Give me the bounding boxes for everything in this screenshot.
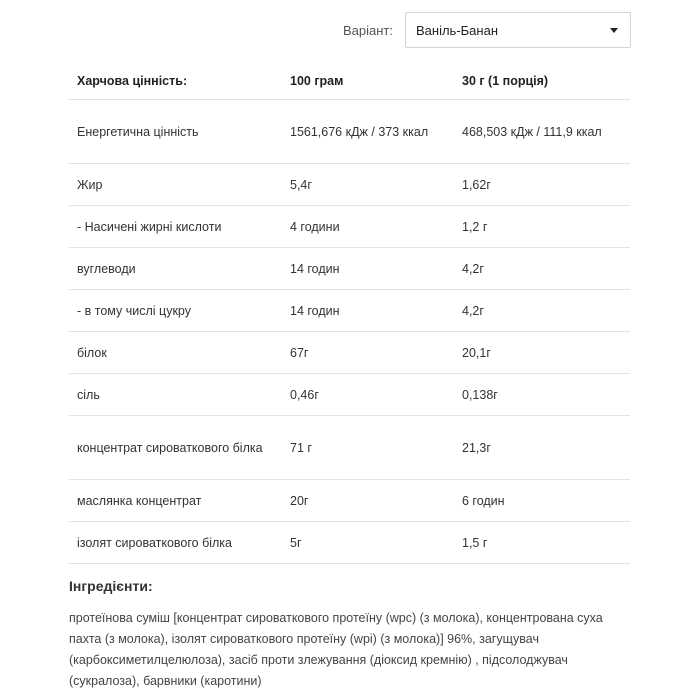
table-row: [69, 206, 630, 248]
table-row: [69, 416, 630, 480]
header-per-100g: 100 грам: [282, 63, 454, 100]
ingredients-text: протеїнова суміш [концентрат сироваткового протеїну (wpc) (з молока), концентрована суха пахта (з молока), ізолят сироваткового протеїну (wpi) (з молока)] 96%, загущувач (карбоксиметилцелюлоза), засіб проти злежування (діоксид кремнію) , підсолоджувач (сукралоза), барвники (каротини): [69, 611, 603, 688]
table-row: [69, 290, 630, 332]
row-per-serving: 1,62г: [454, 164, 630, 206]
row-name: концентрат сироваткового білка: [69, 416, 282, 480]
row-per-serving: 468,503 кДж / 111,9 ккал: [454, 100, 630, 164]
table-header-row: [69, 63, 630, 100]
row-per-100g: 67г: [282, 332, 454, 374]
row-name: Жир: [69, 164, 282, 206]
table-row: [69, 480, 630, 522]
table-row: [69, 100, 630, 164]
row-per-serving: 1,5 г: [454, 522, 630, 564]
nutrition-table: [69, 63, 630, 564]
row-per-100g: 5г: [282, 522, 454, 564]
row-name: білок: [69, 332, 282, 374]
row-per-100g: 71 г: [282, 416, 454, 480]
row-name: ізолят сироваткового білка: [69, 522, 282, 564]
variant-selected-value: Ваніль-Банан: [416, 22, 499, 38]
variant-label: Варіант:: [343, 22, 393, 38]
row-per-100g: 14 годин: [282, 290, 454, 332]
row-name: маслянка концентрат: [69, 480, 282, 522]
row-name: сіль: [69, 374, 282, 416]
row-per-100g: 5,4г: [282, 164, 454, 206]
row-per-serving: 20,1г: [454, 332, 630, 374]
row-name: - Насичені жирні кислоти: [69, 206, 282, 248]
row-name: вуглеводи: [69, 248, 282, 290]
row-per-100g: 14 годин: [282, 248, 454, 290]
row-per-serving: 6 годин: [454, 480, 630, 522]
header-nutrition: Харчова цінність:: [69, 63, 282, 100]
variant-select[interactable]: [405, 12, 631, 48]
ingredients-title: Інгредієнти:: [69, 578, 153, 594]
row-name: Енергетична цінність: [69, 100, 282, 164]
table-row: [69, 332, 630, 374]
row-per-serving: 0,138г: [454, 374, 630, 416]
table-row: [69, 522, 630, 564]
row-per-100g: 20г: [282, 480, 454, 522]
table-row: [69, 164, 630, 206]
row-per-serving: 1,2 г: [454, 206, 630, 248]
row-per-100g: 1561,676 кДж / 373 ккал: [282, 100, 454, 164]
row-name: - в тому числі цукру: [69, 290, 282, 332]
row-per-serving: 4,2г: [454, 290, 630, 332]
header-per-serving: 30 г (1 порція): [454, 63, 630, 100]
table-row: [69, 248, 630, 290]
table-row: [69, 374, 630, 416]
row-per-100g: 0,46г: [282, 374, 454, 416]
row-per-100g: 4 години: [282, 206, 454, 248]
row-per-serving: 21,3г: [454, 416, 630, 480]
chevron-down-icon: [610, 28, 618, 33]
row-per-serving: 4,2г: [454, 248, 630, 290]
variant-selector: [343, 11, 631, 49]
